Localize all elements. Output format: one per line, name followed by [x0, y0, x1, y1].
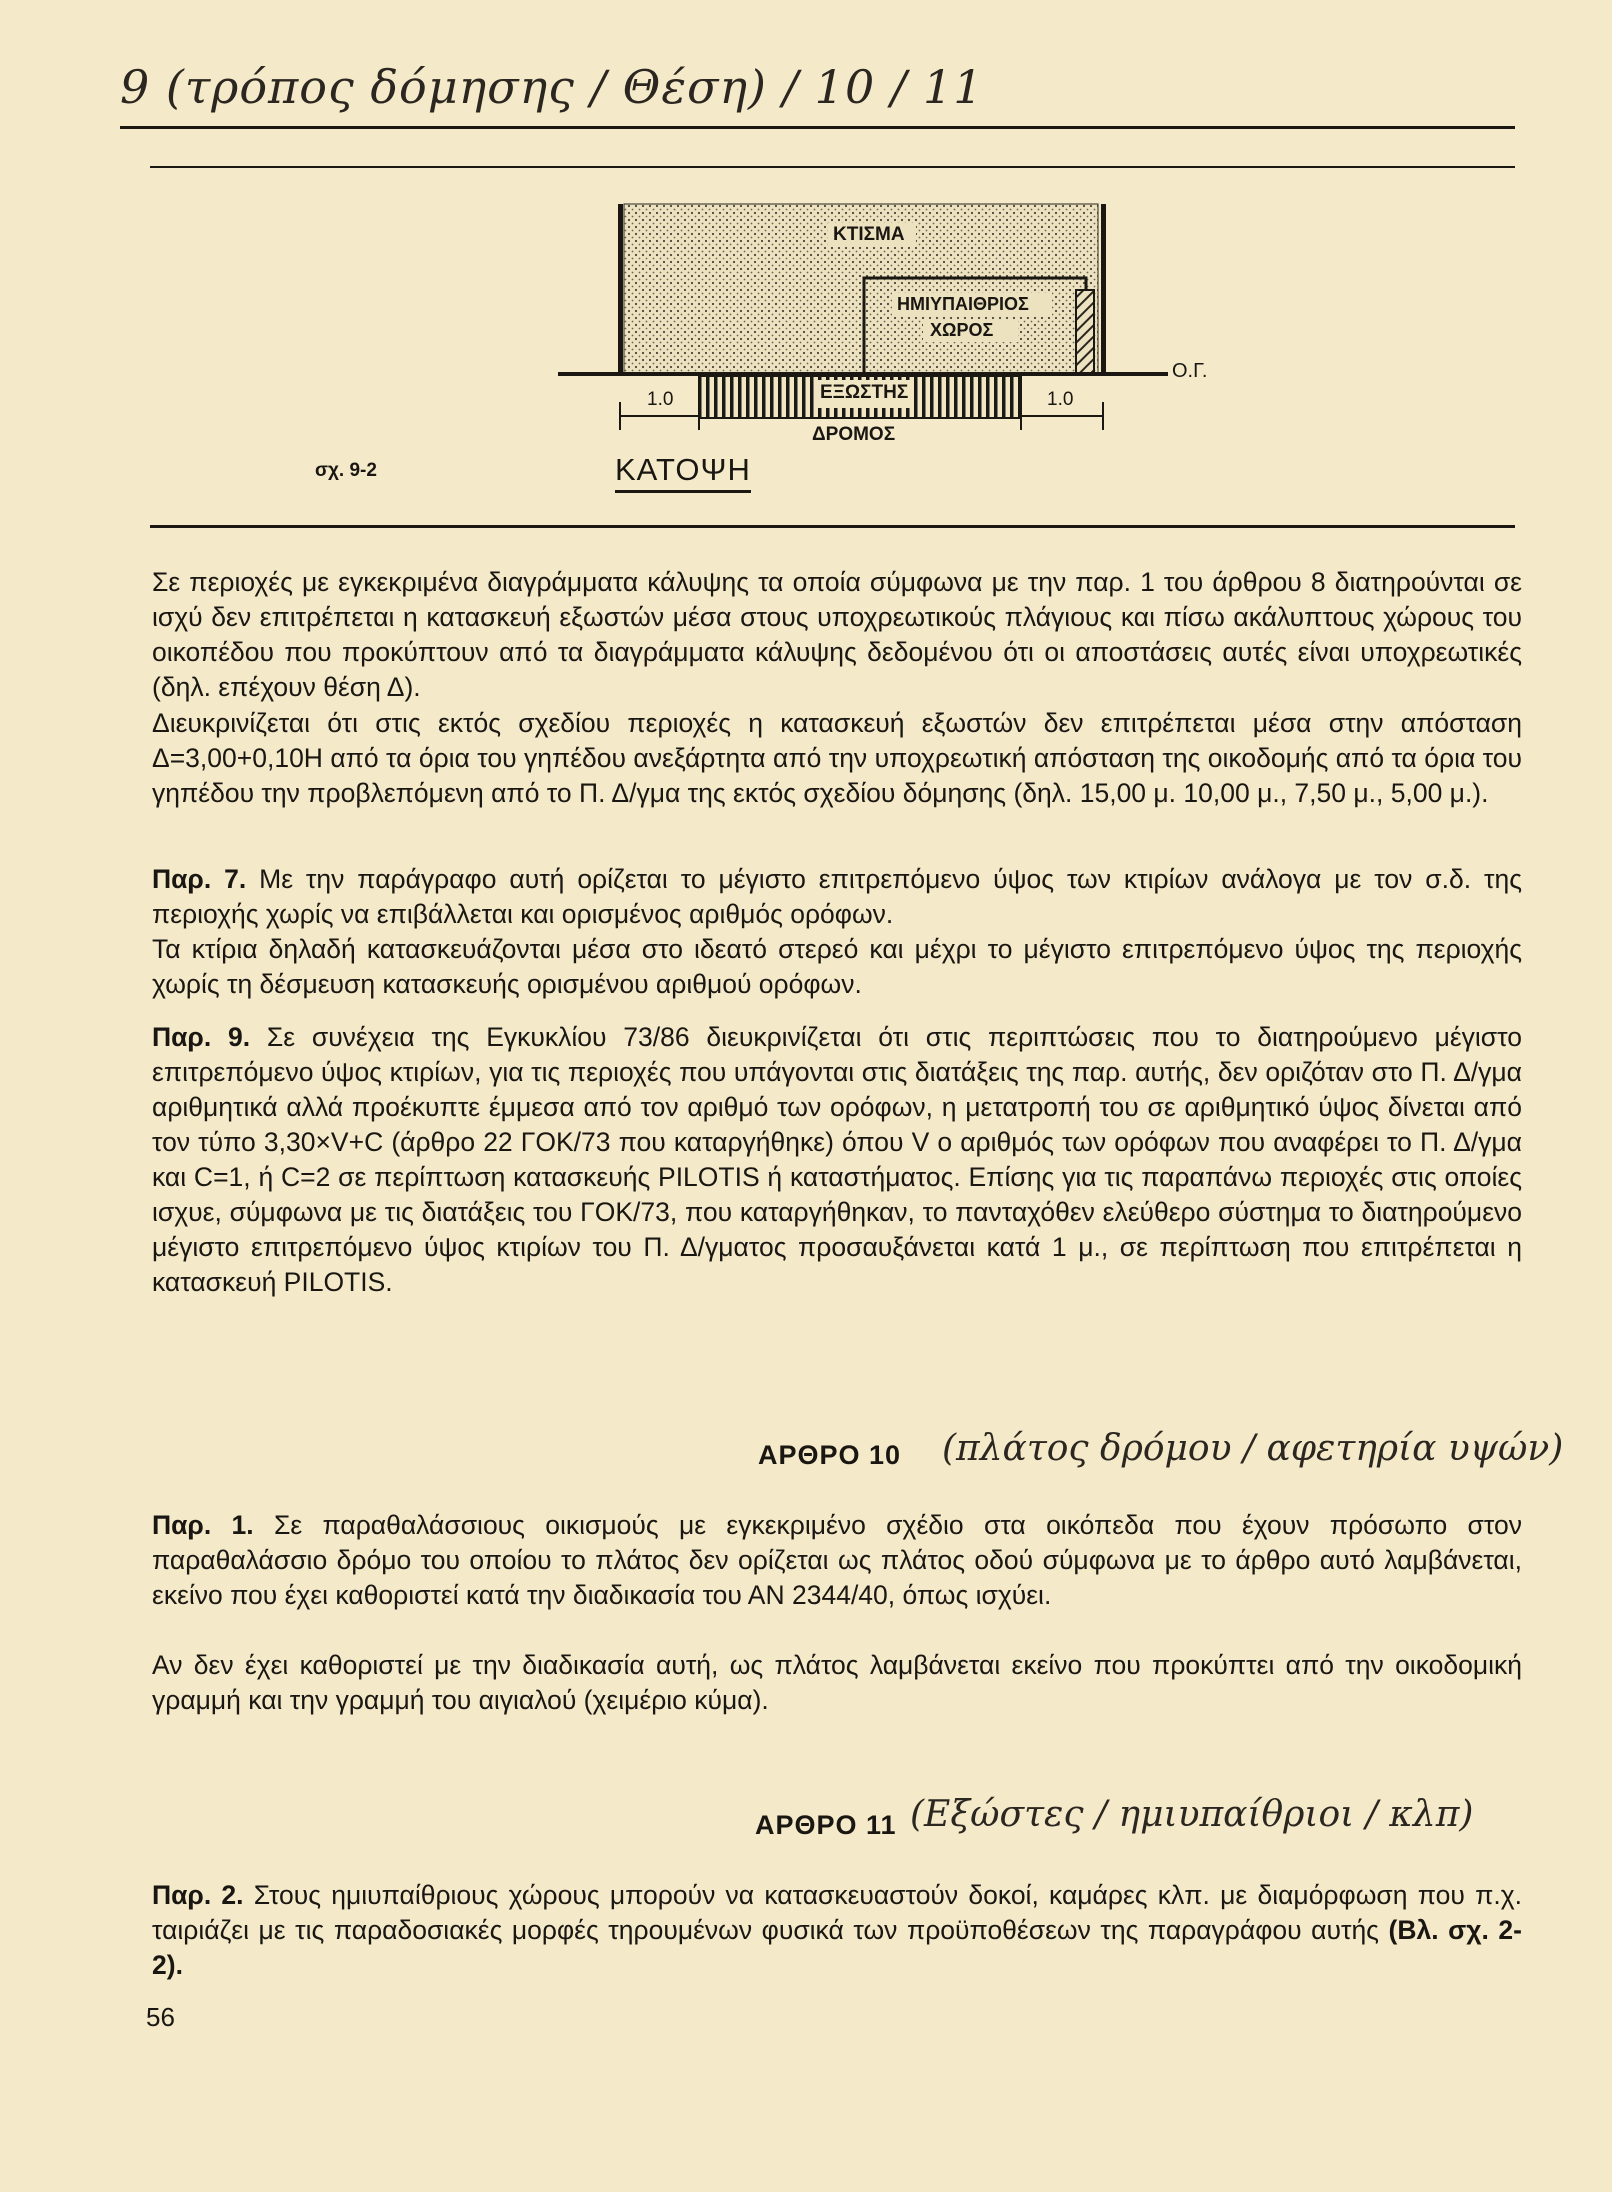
art10-par1-text: Σε παραθαλάσσιους οικισμούς με εγκεκριμένο σχέδιο στα οικόπεδα που έχουν πρόσωπο στον παραθαλάσσιο δρόμο του οποίου το πλάτος δεν ορίζεται ως πλάτος οδού σύμφωνα με το άρθρο αυτό λαμβάνεται, εκείνο που έχει καθοριστεί κατά την διαδικασία του ΑΝ 2344/40, όπως ισχύει.: [152, 1510, 1522, 1610]
ktisma-label: ΚΤΙΣΜΑ: [833, 224, 905, 245]
left-boundary: [618, 204, 623, 374]
paragraph-2: Διευκρινίζεται ότι στις εκτός σχεδίου περιοχές η κατασκευή εξωστών δεν επιτρέπεται μέσα στην απόσταση Δ=3,00+0,10Η από τα όρια του γηπέδου ανεξάρτητα από την υποχρεωτική απόσταση της οικοδομής από τα όρια του γηπέδου την προβλεπόμενη από το Π. Δ/γμα της εκτός σχεδίου δόμησης (δηλ. 15,00 μ. 10,00 μ., 7,50 μ., 5,00 μ.).: [152, 708, 1522, 808]
paragraph-art11-par2: [152, 1878, 1522, 1983]
hmiypaithrios-label-2: ΧΩΡΟΣ: [930, 320, 994, 340]
article-11-handwritten: (Εξώστες / ημιυπαίθριοι / κλπ): [910, 1794, 1474, 1835]
paragraph-1: Σε περιοχές με εγκεκριμένα διαγράμματα κάλυψης τα οποία σύμφωνα με την παρ. 1 του άρθρου 8 διατηρούνται σε ισχύ δεν επιτρέπεται η κατασκευή εξωστών μέσα στους υποχρεωτικούς πλάγιους και πίσω ακάλυπτους χώρους του οικοπέδου που προκύπτουν από τα διαγράμματα κάλυψης δεδομένου ότι οι αποστάσεις αυτές είναι υποχρεωτικές (δηλ. επέχουν θέση Δ).: [152, 567, 1522, 702]
paragraph-par9: [152, 1020, 1522, 1300]
dromos-label: ΔΡΟΜΟΣ: [812, 424, 896, 445]
art10-par1-label: Παρ. 1.: [152, 1510, 254, 1540]
par7-text: Με την παράγραφο αυτή ορίζεται το μέγιστο επιτρεπόμενο ύψος των κτιρίων ανάλογα με τον σ.δ. της περιοχής χωρίς να επιβάλλεται και ορισμένος αριθμός ορόφων.: [152, 864, 1522, 929]
paragraph-art10-par1: [152, 1508, 1522, 1613]
og-label: Ο.Γ.: [1172, 360, 1208, 382]
dim-left-label: 1.0: [647, 389, 674, 410]
handwritten-header: 9 (τρόπος δόμησης / Θέση) / 10 / 11: [120, 60, 984, 114]
article-10-heading: ΑΡΘΡΟ 10: [758, 1440, 902, 1470]
side-wall: [1076, 290, 1094, 374]
article-10-handwritten: (πλάτος δρόμου / αφετηρία υψών): [942, 1428, 1564, 1469]
mid-rule: [150, 525, 1515, 528]
art11-par2-label: Παρ. 2.: [152, 1880, 244, 1910]
exostis-label: ΕΞΩΣΤΗΣ: [820, 382, 909, 403]
figure-9-2: [130, 190, 1490, 520]
paragraph-4: Τα κτίρια δηλαδή κατασκευάζονται μέσα στο ιδεατό στερεό και μέχρι το μέγιστο επιτρεπόμενο ύψος της περιοχής χωρίς τη δέσμευση κατασκευής ορισμένου αριθμού ορόφων.: [152, 934, 1522, 999]
top-rule-1: [120, 126, 1515, 129]
article-11-heading: ΑΡΘΡΟ 11: [755, 1810, 897, 1840]
par7-label: Παρ. 7.: [152, 864, 247, 894]
par9-label: Παρ. 9.: [152, 1022, 251, 1052]
top-rule-2: [150, 166, 1515, 168]
dim-right-label: 1.0: [1047, 389, 1074, 410]
art11-par2-ref: (Βλ. σχ. 2-2).: [152, 1915, 1522, 1980]
paragraph-par7: [152, 862, 1522, 932]
figure-title: ΚΑΤΟΨΗ: [615, 452, 751, 493]
hmiypaithrios-label-1: ΗΜΙΥΠΑΙΘΡΙΟΣ: [897, 294, 1029, 314]
paragraph-7: Αν δεν έχει καθοριστεί με την διαδικασία αυτή, ως πλάτος λαμβάνεται εκείνο που προκύπτει από την οικοδομική γραμμή και την γραμμή του αιγιαλού (χειμέριο κύμα).: [152, 1650, 1522, 1715]
par9-text: Σε συνέχεια της Εγκυκλίου 73/86 διευκρινίζεται ότι στις περιπτώσεις που το διατηρούμενο μέγιστο επιτρεπόμενο ύψος κτιρίων, για τις περιοχές που υπάγονται στις διατάξεις της παρ. αυτής, δεν οριζόταν στο Π. Δ/γμα αριθμητικά αλλά προέκυπτε έμμεσα από τον αριθμό των ορόφων, η μετατροπή του σε αριθμητικό ύψος δίνεται από τον τύπο 3,30×V+C (άρθρο 22 ΓΟΚ/73 που καταργήθηκε) όπου V ο αριθμός των ορόφων που αναφέρει το Π. Δ/γμα και C=1, ή C=2 σε περίπτωση κατασκευής PILOTIS ή καταστήματος. Επίσης για τις παραπάνω περιοχές στις οποίες ισχυε, σύμφωνα με τις διατάξεις του ΓΟΚ/73, που καταργήθηκαν, το πανταχόθεν ελεύθερο σύστημα το διατηρούμενο μέγιστο επιτρεπόμενο ύψος κτιρίων του Π. Δ/γματος προσαυξάνεται κατά 1 μ., σε περίπτωση που επιτρέπεται η κατασκευή PILOTIS.: [152, 1022, 1522, 1297]
figure-number: σχ. 9-2: [315, 460, 377, 481]
right-boundary: [1101, 204, 1106, 374]
page-number: 56: [146, 2002, 175, 2032]
art11-par2-text: Στους ημιυπαίθριους χώρους μπορούν να κατασκευαστούν δοκοί, καμάρες κλπ. με διαμόρφωση που π.χ. ταιριάζει με τις παραδοσιακές μορφές τηρουμένων φυσικά των προϋποθέσεων της παραγράφου αυτής: [152, 1880, 1523, 1945]
